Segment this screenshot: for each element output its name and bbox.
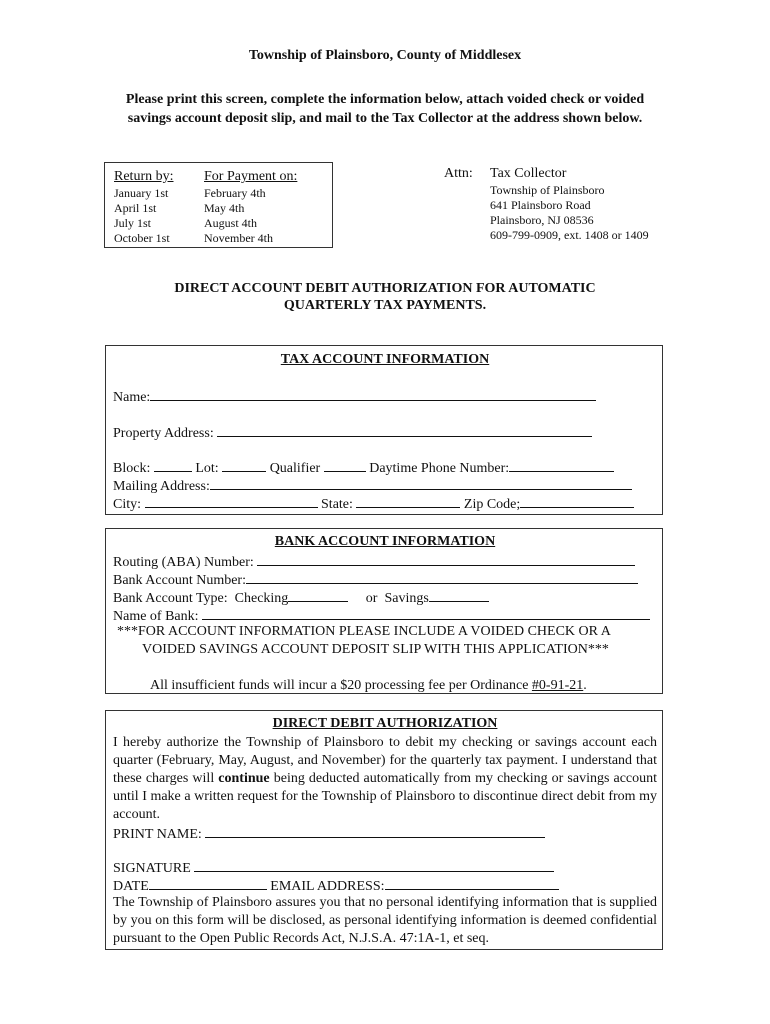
- authorization-text: [113, 734, 657, 824]
- account-number-label: Bank Account Number:: [113, 573, 246, 588]
- account-number-field[interactable]: [246, 570, 638, 584]
- signature-field[interactable]: [194, 858, 554, 872]
- checking-field[interactable]: [288, 588, 348, 602]
- date-label: DATE: [113, 879, 149, 894]
- privacy-notice: The Township of Plainsboro assures you that no personal identifying information that is supplied by you on this form will be disclosed, as personal identifying information is deemed confidential pursuant to the Open Public Records Act, N.J.S.A. 47:1A-1, et seq.: [113, 895, 657, 946]
- authorization-text-part2: being deducted automatically from my checking or savings account until I make a written request for the Township of Plainsboro to discontinue direct debit from my account.: [113, 771, 658, 822]
- attn-line: 609-799-0909, ext. 1408 or 1409: [490, 228, 649, 242]
- lot-label: Lot:: [195, 461, 219, 476]
- block-field[interactable]: [154, 458, 192, 472]
- ordinance-number: #0-91-21: [531, 678, 584, 693]
- date-field[interactable]: [149, 876, 267, 890]
- savings-field[interactable]: [429, 588, 489, 602]
- checking-label: Checking: [234, 591, 289, 606]
- fee-notice: [150, 678, 587, 694]
- bank-account-heading: BANK ACCOUNT INFORMATION: [274, 534, 496, 549]
- city-row: [113, 494, 634, 513]
- savings-label: Savings: [384, 591, 429, 606]
- return-dates: [114, 186, 170, 246]
- routing-field[interactable]: [257, 552, 635, 566]
- state-label: State:: [321, 497, 353, 512]
- name-field[interactable]: [150, 387, 596, 401]
- qualifier-field[interactable]: [324, 458, 366, 472]
- payment-dates: [204, 186, 273, 246]
- voided-check-notice-2: VOIDED SAVINGS ACCOUNT DEPOSIT SLIP WITH THIS APPLICATION***: [142, 642, 609, 657]
- authorization-heading: DIRECT DEBIT AUTHORIZATION: [272, 716, 498, 731]
- signature-row: [113, 858, 554, 877]
- email-label: EMAIL ADDRESS:: [270, 879, 385, 894]
- bank-name-label: Name of Bank:: [113, 609, 199, 624]
- mailing-address-field[interactable]: [210, 476, 632, 490]
- attn-line: Plainsboro, NJ 08536: [490, 213, 594, 227]
- account-type-row: [113, 588, 489, 607]
- attn-line: Township of Plainsboro: [490, 183, 605, 197]
- print-name-label: PRINT NAME:: [113, 827, 202, 842]
- email-field[interactable]: [385, 876, 559, 890]
- fee-text: All insufficient funds will incur a $20 processing fee per Ordinance: [150, 678, 529, 693]
- zip-label: Zip Code;: [463, 497, 521, 512]
- payment-on-heading: For Payment on:: [204, 169, 298, 184]
- payment-date: February 4th: [204, 186, 266, 200]
- property-row: [113, 423, 592, 442]
- or-label: or: [365, 591, 378, 606]
- mailing-row: [113, 476, 632, 495]
- bank-name-field[interactable]: [202, 606, 650, 620]
- township-title: Township of Plainsboro, County of Middlesex: [248, 48, 522, 63]
- instructions: Please print this screen, complete the information below, attach voided check or voided savings account deposit slip, and mail to the Tax Collector at the address shown below.: [125, 92, 645, 126]
- phone-label: Daytime Phone Number:: [369, 461, 510, 476]
- property-label: Property Address:: [113, 426, 214, 441]
- zip-field[interactable]: [520, 494, 634, 508]
- payment-date: November 4th: [204, 231, 273, 245]
- form-title-line2: QUARTERLY TAX PAYMENTS.: [283, 298, 487, 313]
- return-date: July 1st: [114, 216, 152, 230]
- state-field[interactable]: [356, 494, 460, 508]
- signature-label: SIGNATURE: [113, 861, 191, 876]
- block-lot-row: [113, 458, 614, 477]
- attn-label: Attn:: [444, 166, 473, 181]
- schedule-box: [104, 162, 333, 248]
- name-row: [113, 387, 596, 406]
- voided-check-notice-1: ***FOR ACCOUNT INFORMATION PLEASE INCLUDE A VOIDED CHECK OR A: [117, 624, 611, 639]
- city-label: City:: [113, 497, 142, 512]
- continue-emphasis: continue: [218, 771, 270, 786]
- attn-line: 641 Plainsboro Road: [490, 198, 591, 212]
- phone-field[interactable]: [509, 458, 614, 472]
- city-field[interactable]: [145, 494, 318, 508]
- date-email-row: [113, 876, 559, 895]
- return-date: October 1st: [114, 231, 170, 245]
- fee-end: .: [583, 678, 587, 693]
- name-label: Name:: [113, 390, 151, 405]
- attn-address: [490, 183, 649, 243]
- lot-field[interactable]: [222, 458, 266, 472]
- account-number-row: [113, 570, 638, 589]
- block-label: Block:: [113, 461, 151, 476]
- qualifier-label: Qualifier: [269, 461, 321, 476]
- payment-date: May 4th: [204, 201, 245, 215]
- account-type-label: Bank Account Type:: [113, 591, 228, 606]
- print-name-row: [113, 824, 545, 843]
- form-title-line1: DIRECT ACCOUNT DEBIT AUTHORIZATION FOR AUTOMATIC: [174, 281, 596, 296]
- authorization-text-part1: I hereby authorize the Township of Plainsboro to debit my checking or savings account each quarter (February, May, August, and November) for the quarterly tax payment. I understand that these charges will: [113, 735, 657, 786]
- bank-name-row: [113, 606, 650, 625]
- tax-account-heading: TAX ACCOUNT INFORMATION: [280, 352, 490, 367]
- return-date: January 1st: [114, 186, 169, 200]
- return-by-heading: Return by:: [114, 169, 174, 184]
- property-address-field[interactable]: [217, 423, 592, 437]
- routing-label: Routing (ABA) Number:: [113, 555, 254, 570]
- print-name-field[interactable]: [205, 824, 545, 838]
- payment-date: August 4th: [204, 216, 258, 230]
- attn-title: Tax Collector: [490, 166, 567, 181]
- routing-row: [113, 552, 635, 571]
- mailing-label: Mailing Address:: [113, 479, 210, 494]
- return-date: April 1st: [114, 201, 157, 215]
